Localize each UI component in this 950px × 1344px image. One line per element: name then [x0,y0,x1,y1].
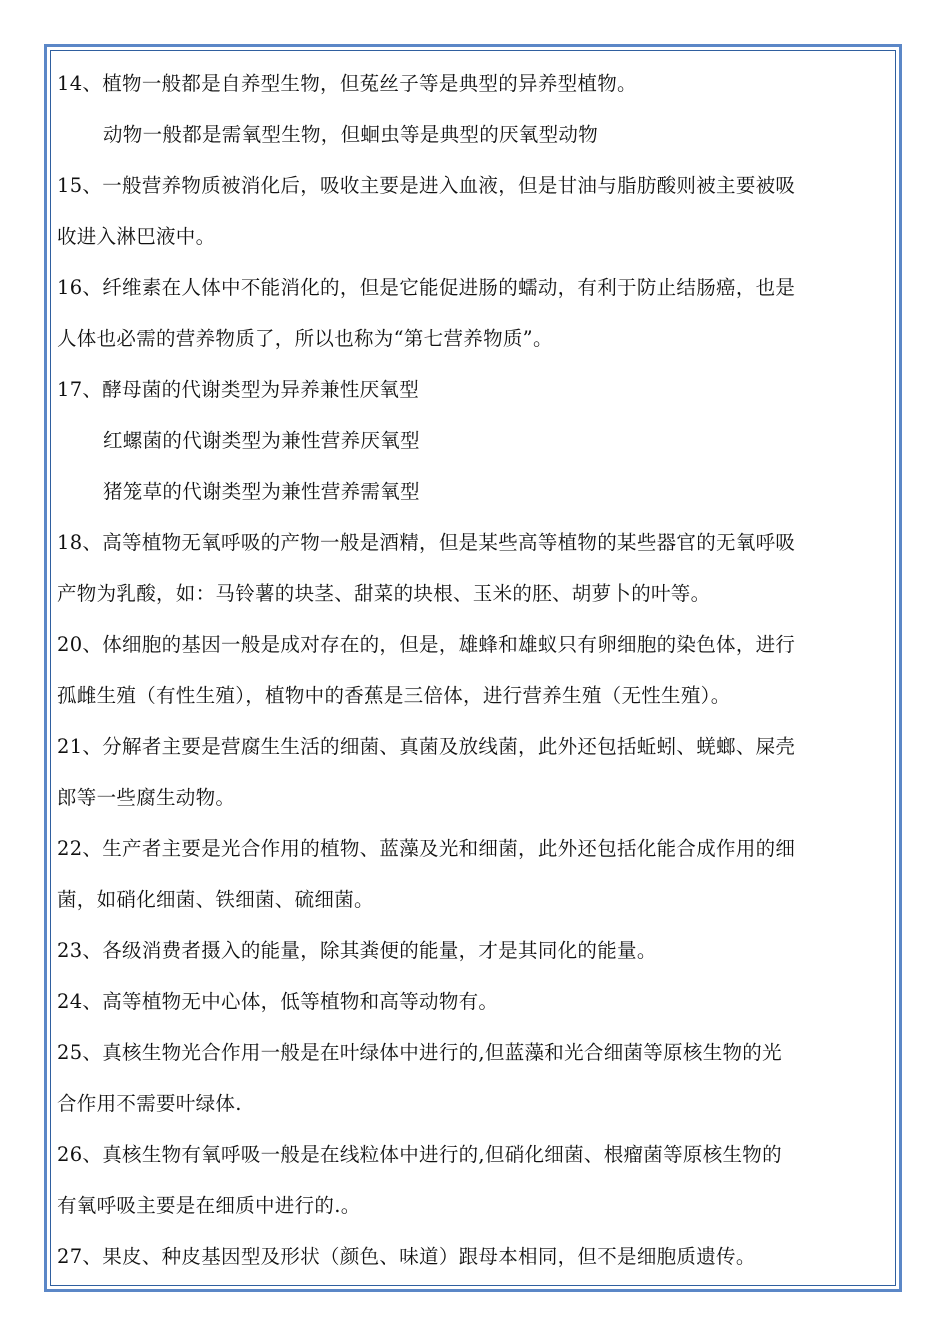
item-15-line-1: 15、一般营养物质被消化后，吸收主要是进入血液，但是甘油与脂肪酸则被主要被吸 [57,174,796,197]
item-18-line-2: 产物为乳酸，如：马铃薯的块茎、甜菜的块根、玉米的胚、胡萝卜的叶等。 [57,582,711,605]
item-26-line-1: 26、真核生物有氧呼吸一般是在线粒体中进行的,但硝化细菌、根瘤菌等原核生物的 [57,1143,782,1166]
item-20-line-2: 孤雌生殖（有性生殖），植物中的香蕉是三倍体，进行营养生殖（无性生殖）。 [57,684,731,707]
item-17-line-2: 红螺菌的代谢类型为兼性营养厌氧型 [103,429,420,452]
item-27-line-1: 27、果皮、种皮基因型及形状（颜色、味道）跟母本相同，但不是细胞质遗传。 [57,1245,756,1268]
item-25-line-1: 25、真核生物光合作用一般是在叶绿体中进行的,但蓝藻和光合细菌等原核生物的光 [57,1041,782,1064]
item-14-line-1: 14、植物一般都是自养型生物，但菟丝子等是典型的异养型植物。 [57,72,637,95]
item-22-line-2: 菌，如硝化细菌、铁细菌、硫细菌。 [57,888,374,911]
item-24-line-1: 24、高等植物无中心体，低等植物和高等动物有。 [57,990,499,1013]
item-20-line-1: 20、体细胞的基因一般是成对存在的，但是，雄蜂和雄蚁只有卵细胞的染色体，进行 [57,633,796,656]
item-21-line-1: 21、分解者主要是营腐生生活的细菌、真菌及放线菌，此外还包括蚯蚓、蜣螂、屎壳 [57,735,796,758]
item-15-line-2: 收进入淋巴液中。 [57,225,216,248]
item-26-line-2: 有氧呼吸主要是在细质中进行的.。 [57,1194,361,1217]
item-22-line-1: 22、生产者主要是光合作用的植物、蓝藻及光和细菌，此外还包括化能合成作用的细 [57,837,796,860]
item-25-line-2: 合作用不需要叶绿体. [57,1092,242,1115]
item-21-line-2: 郎等一些腐生动物。 [57,786,236,809]
item-14-line-2: 动物一般都是需氧型生物，但蛔虫等是典型的厌氧型动物 [103,123,599,146]
item-23-line-1: 23、各级消费者摄入的能量，除其粪便的能量，才是其同化的能量。 [57,939,657,962]
document-body [57,58,889,1282]
item-17-line-1: 17、酵母菌的代谢类型为异养兼性厌氧型 [57,378,420,401]
item-16-line-2: 人体也必需的营养物质了，所以也称为“第七营养物质”。 [57,327,553,350]
item-18-line-1: 18、高等植物无氧呼吸的产物一般是酒精，但是某些高等植物的某些器官的无氧呼吸 [57,531,796,554]
item-16-line-1: 16、纤维素在人体中不能消化的，但是它能促进肠的蠕动，有利于防止结肠癌，也是 [57,276,796,299]
item-17-line-3: 猪笼草的代谢类型为兼性营养需氧型 [103,480,420,503]
